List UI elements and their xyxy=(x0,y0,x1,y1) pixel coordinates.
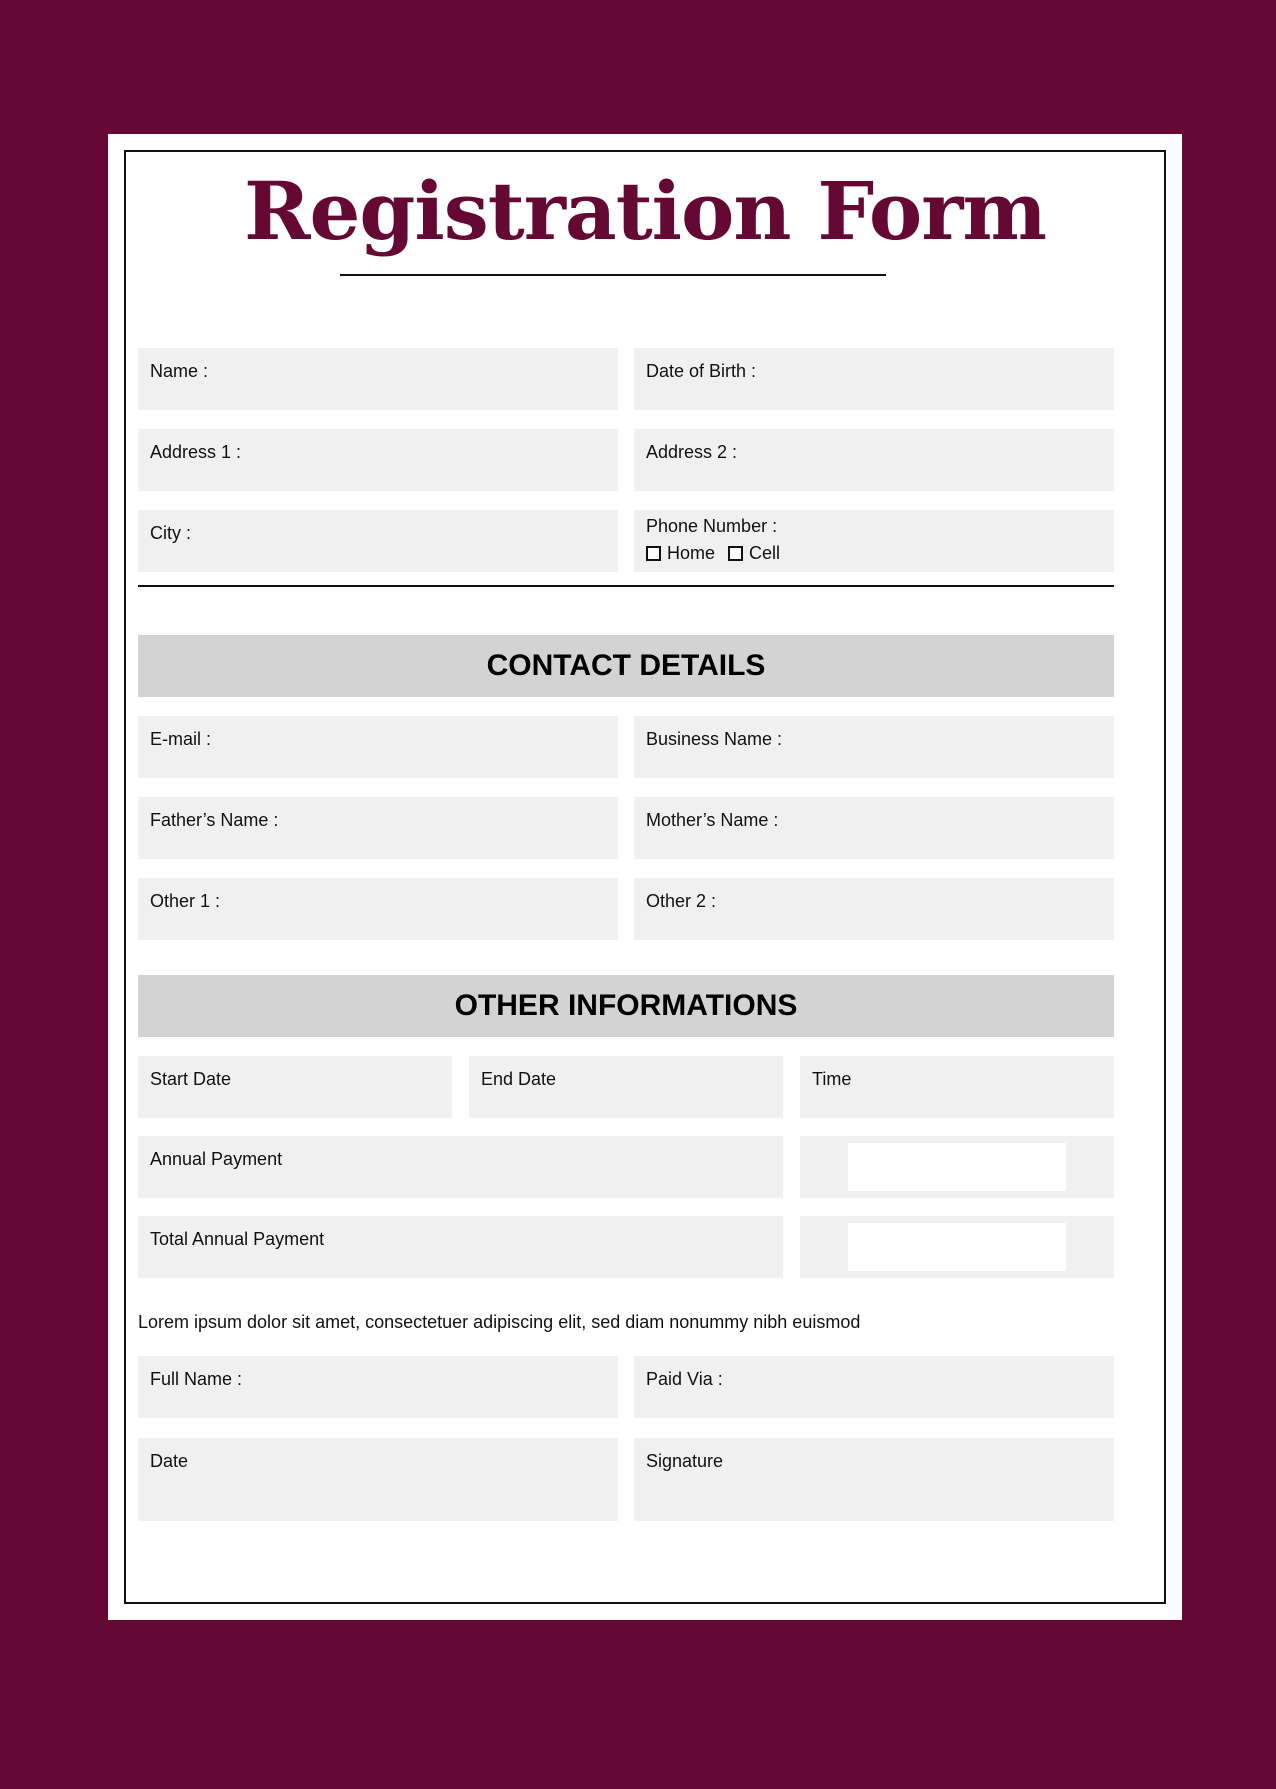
time-label: Time xyxy=(812,1069,852,1089)
address-2-label: Address 2 : xyxy=(646,442,738,462)
home-label: Home xyxy=(667,543,716,563)
annual-payment-input[interactable] xyxy=(848,1143,1066,1191)
address-1-label: Address 1 : xyxy=(150,442,242,462)
date-of-birth-field[interactable] xyxy=(634,348,1114,410)
home-checkbox[interactable] xyxy=(646,546,661,561)
other-2-field[interactable] xyxy=(634,878,1114,940)
date-field[interactable] xyxy=(138,1438,618,1521)
other-2-label: Other 2 : xyxy=(646,891,717,911)
start-date-field[interactable] xyxy=(138,1056,452,1118)
full-name-field[interactable] xyxy=(138,1356,618,1418)
fathers-name-field[interactable] xyxy=(138,797,618,859)
email-label: E-mail : xyxy=(150,729,212,749)
city-field[interactable] xyxy=(138,510,618,572)
address-2-field[interactable] xyxy=(634,429,1114,491)
other-informations-heading: OTHER INFORMATIONS xyxy=(138,975,1114,1037)
paid-via-field[interactable] xyxy=(634,1356,1114,1418)
date-of-birth-label: Date of Birth : xyxy=(646,361,757,381)
contact-details-heading: CONTACT DETAILS xyxy=(138,635,1114,697)
form-sheet xyxy=(108,134,1182,1620)
cell-label: Cell xyxy=(749,543,781,563)
email-field[interactable] xyxy=(138,716,618,778)
lorem-note: Lorem ipsum dolor sit amet, consectetuer adipiscing elit, sed diam nonummy nibh euismod xyxy=(138,1312,861,1332)
business-name-label: Business Name : xyxy=(646,729,783,749)
form-title: Registration Form xyxy=(244,164,1046,258)
annual-payment-field xyxy=(138,1136,783,1198)
cell-checkbox[interactable] xyxy=(728,546,743,561)
phone-number-field[interactable] xyxy=(634,510,1114,572)
mothers-name-label: Mother’s Name : xyxy=(646,810,779,830)
end-date-field[interactable] xyxy=(469,1056,783,1118)
time-field[interactable] xyxy=(800,1056,1114,1118)
phone-cell-option[interactable] xyxy=(728,543,780,564)
address-1-field[interactable] xyxy=(138,429,618,491)
annual-payment-amount-cell xyxy=(800,1136,1114,1198)
phone-number-label: Phone Number : xyxy=(646,516,778,536)
full-name-label: Full Name : xyxy=(150,1369,243,1389)
annual-payment-label: Annual Payment xyxy=(150,1149,283,1169)
total-annual-payment-amount-cell xyxy=(800,1216,1114,1278)
other-1-label: Other 1 : xyxy=(150,891,221,911)
signature-label: Signature xyxy=(646,1451,724,1471)
phone-home-option[interactable] xyxy=(646,543,715,564)
other-1-field[interactable] xyxy=(138,878,618,940)
total-annual-payment-input[interactable] xyxy=(848,1223,1066,1271)
paid-via-label: Paid Via : xyxy=(646,1369,723,1389)
city-label: City : xyxy=(150,523,192,543)
title-underline xyxy=(340,274,886,276)
start-date-label: Start Date xyxy=(150,1069,232,1089)
total-annual-payment-label: Total Annual Payment xyxy=(150,1229,325,1249)
end-date-label: End Date xyxy=(481,1069,557,1089)
mothers-name-field[interactable] xyxy=(634,797,1114,859)
date-label: Date xyxy=(150,1451,189,1471)
fathers-name-label: Father’s Name : xyxy=(150,810,279,830)
total-annual-payment-field xyxy=(138,1216,783,1278)
signature-field[interactable] xyxy=(634,1438,1114,1521)
section-divider xyxy=(138,585,1114,587)
name-field[interactable] xyxy=(138,348,618,410)
name-label: Name : xyxy=(150,361,209,381)
business-name-field[interactable] xyxy=(634,716,1114,778)
